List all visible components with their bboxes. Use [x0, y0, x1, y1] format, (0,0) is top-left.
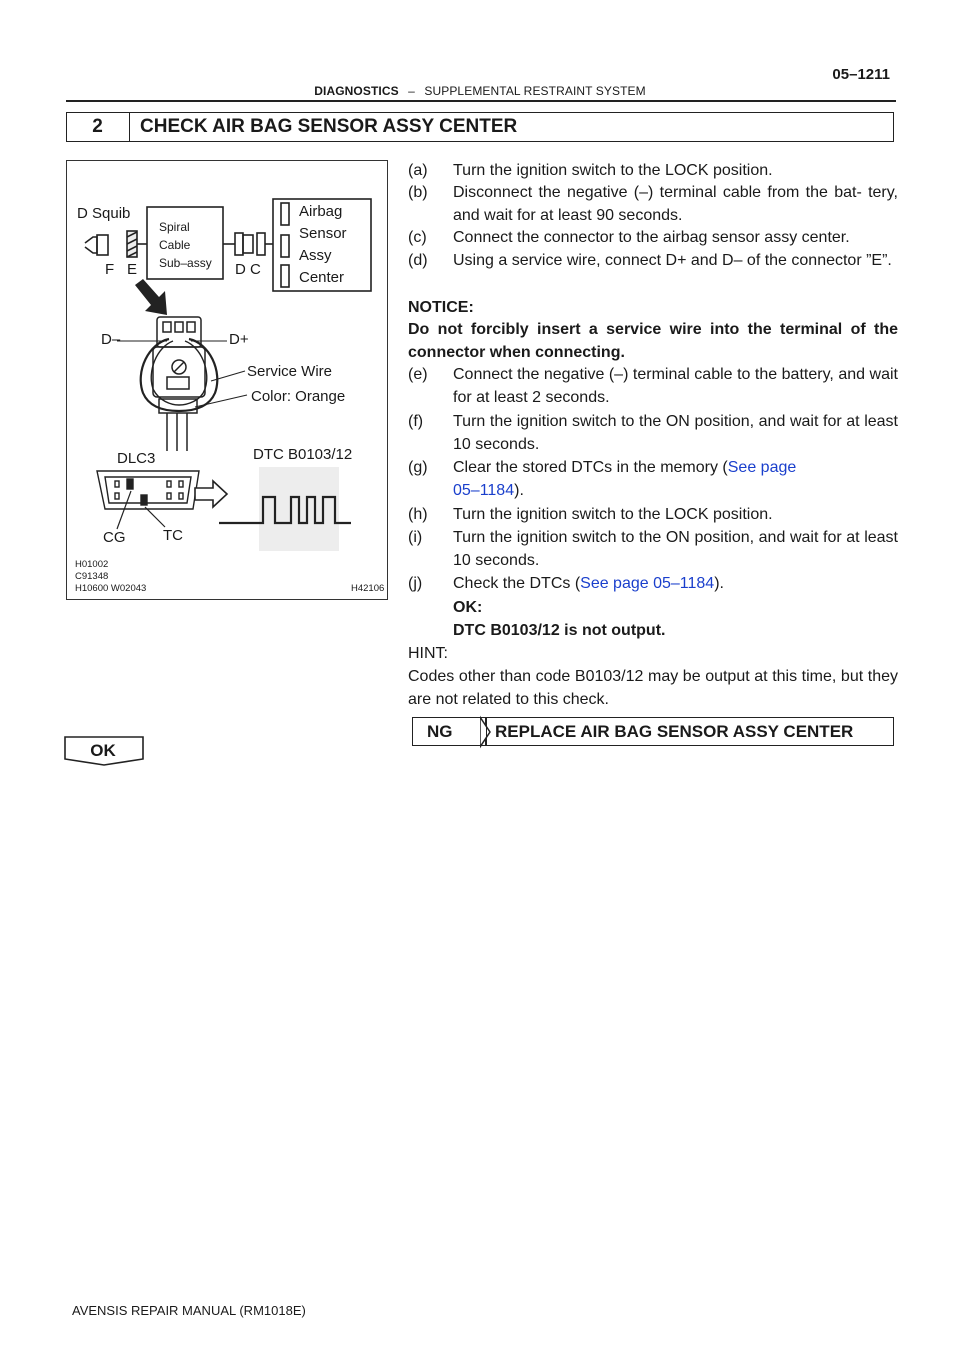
step-e: (e) Connect the negative (–) terminal cable to the battery, and wait for at least 2 seconds.	[408, 366, 898, 406]
label-dc: D C	[235, 261, 261, 278]
step-b: (b) Disconnect the negative (–) terminal cable from the bat- tery, and wait for at least 90 seconds.	[408, 184, 898, 224]
label-spiral-3: Sub–assy	[159, 256, 212, 270]
ok-tab-label: OK	[90, 741, 116, 760]
dtc-waveform	[219, 467, 351, 551]
label-tc: TC	[163, 527, 183, 544]
down-arrow	[135, 279, 167, 315]
step-i: (i) Turn the ignition switch to the ON position, and wait for at least 10 seconds.	[408, 529, 898, 569]
step-title: CHECK AIR BAG SENSOR ASSY CENTER	[140, 116, 518, 137]
label-dtc: DTC B0103/12	[253, 446, 353, 463]
label-d-squib: D Squib	[77, 205, 131, 222]
hollow-arrow	[195, 481, 227, 507]
dc-connector	[223, 233, 273, 255]
label-airbag-1: Airbag	[299, 203, 343, 220]
label-d-minus: D–	[101, 331, 121, 348]
step-g: (g) Clear the stored DTCs in the memory (See page 05–1184).	[408, 459, 797, 499]
ng-label: NG	[427, 722, 453, 741]
section-title: DIAGNOSTICS	[314, 84, 399, 98]
label-airbag-2: Sensor	[299, 225, 347, 242]
dlc3-connector	[97, 471, 199, 529]
ok-result: DTC B0103/12 is not output.	[453, 622, 666, 639]
label-cg: CG	[103, 529, 126, 546]
label-spiral-2: Cable	[159, 238, 191, 252]
figure-code-3: H10600 W02043	[75, 583, 147, 594]
label-e: E	[127, 261, 138, 278]
see-page-link-3[interactable]: See page 05–1184	[580, 575, 715, 592]
replace-action: REPLACE AIR BAG SENSOR ASSY CENTER	[486, 717, 894, 746]
step-number: 2	[66, 112, 130, 142]
see-page-link-2[interactable]: 05–1184	[453, 481, 515, 499]
step-d: (d) Using a service wire, connect D+ and D– of the connector ”E”.	[408, 252, 892, 269]
squib-connector	[85, 231, 147, 257]
header-rule	[66, 100, 896, 102]
step-j: (j) Check the DTCs (See page 05–1184).	[408, 575, 724, 592]
notice-label: NOTICE:	[408, 299, 474, 316]
label-airbag-3: Assy	[299, 247, 332, 264]
label-d-plus: D+	[229, 331, 249, 348]
connector-e-closeup	[117, 317, 247, 451]
step-f: (f) Turn the ignition switch to the ON position, and wait for at least 10 seconds.	[408, 413, 898, 453]
header-dash: –	[408, 84, 415, 98]
figure-code-4: H42106	[351, 583, 385, 594]
step-h: (h) Turn the ignition switch to the LOCK position.	[408, 506, 773, 523]
subsection-title: SUPPLEMENTAL RESTRAINT SYSTEM	[424, 84, 646, 98]
notice-text: Do not forcibly insert a service wire into the terminal of the connector when connecting.	[408, 321, 898, 361]
page-number: 05–1211	[832, 66, 890, 83]
figure-code-1: H01002	[75, 559, 109, 570]
hint-label: HINT:	[408, 645, 448, 662]
label-f: F	[105, 261, 115, 278]
diagram-figure	[66, 160, 388, 600]
ok-label: OK:	[453, 599, 483, 616]
hint-text: Codes other than code B0103/12 may be output at this time, but they are not related to this check.	[408, 668, 898, 708]
label-spiral-1: Spiral	[159, 220, 190, 234]
label-dlc3: DLC3	[117, 450, 156, 467]
footer-manual: AVENSIS REPAIR MANUAL (RM1018E)	[72, 1303, 306, 1318]
see-page-link-1[interactable]: See page	[727, 459, 797, 476]
step-a: (a) Turn the ignition switch to the LOCK position.	[408, 162, 773, 179]
label-airbag-4: Center	[299, 269, 345, 286]
label-color: Color: Orange	[251, 388, 346, 405]
figure-code-2: C91348	[75, 571, 109, 582]
section-header	[0, 84, 960, 98]
step-c: (c) Connect the connector to the airbag sensor assy center.	[408, 229, 850, 246]
label-service-wire: Service Wire	[247, 363, 333, 380]
